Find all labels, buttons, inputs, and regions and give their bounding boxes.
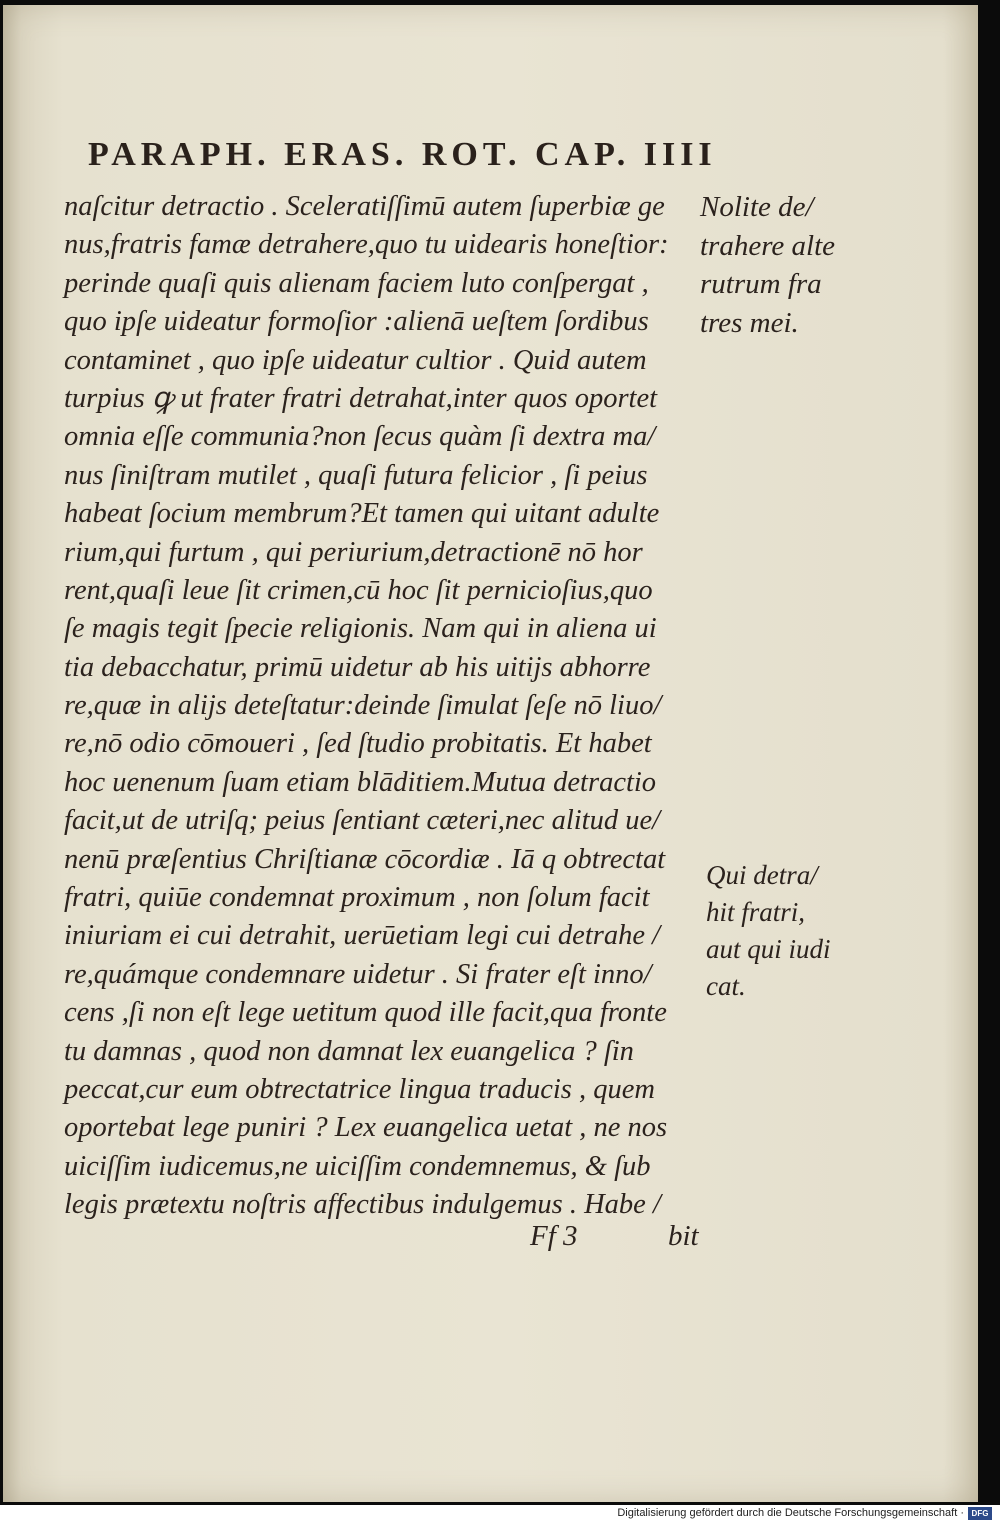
marginal-line: hit fratri, (706, 897, 806, 927)
text-line: hoc uenenum ſuam etiam blāditiem.Mutua detractio (64, 766, 657, 798)
text-line: re,nō odio cōmoueri , ſed ſtudio probitatis. Et habet (64, 728, 652, 760)
text-line: nenū præſentius Chriſtianæ cōcordiæ . Iā q obtrectat (64, 843, 666, 875)
text-line: nus,fratris famæ detrahere,quo tu uidearis honeſtior: (64, 229, 669, 261)
marginal-line: tres mei. (700, 306, 799, 339)
text-line: re,quæ in alijs deteſtatur:deinde ſimulat ſeſe nō liuo/ (64, 690, 662, 722)
dfg-logo: DFG (968, 1507, 992, 1520)
marginal-line: Qui detra/ (706, 860, 818, 890)
text-line: tia debacchatur, primū uidetur ab his uitijs abhorre (64, 651, 651, 683)
text-line: re,quámque condemnare uidetur . Si frater eſt inno/ (64, 958, 652, 990)
marginal-line: rutrum fra (700, 268, 822, 300)
text-line: tu damnas , quod non damnat lex euangelica ? ſin (64, 1035, 634, 1067)
text-line: facit,ut de utriſq; peius ſentiant cæteri,nec alitud ue/ (64, 805, 661, 837)
footer-credit: Digitalisierung gefördert durch die Deutsche Forschungsgemeinschaft · (617, 1507, 964, 1519)
marginal-line: trahere alte (700, 229, 836, 262)
text-line: uiciſſim iudicemus,ne uiciſſim condemnemus, & ſub (64, 1150, 651, 1182)
text-line: turpius ꝙ ut frater fratri detrahat,inter quos oportet (64, 382, 658, 414)
text-line: iniuriam ei cui detrahit, uerūetiam legi cui detrahe / (64, 920, 661, 952)
text-line: contaminet , quo ipſe uideatur cultior . Quid autem (64, 344, 647, 376)
text-line: nus ſiniſtram mutilet , quaſi futura felicior , ſi peius (64, 459, 648, 491)
text-line: naſcitur detractio . Sceleratiſſimū autem ſuperbiæ ge (64, 191, 665, 222)
catchword: bit (668, 1220, 699, 1252)
marginal-line: cat. (706, 971, 746, 1001)
text-line: legis prætextu noſtris affectibus indulgemus . Habe / (64, 1189, 661, 1221)
text-line: peccat,cur eum obtrectatrice lingua traducis , quem (64, 1073, 655, 1105)
text-line: rent,quaſi leue ſit crimen,cū hoc ſit pernicioſius,quo (64, 574, 653, 606)
text-line: omnia eſſe communia?non ſecus quàm ſi dextra ma/ (64, 421, 656, 453)
signature-mark: Ff 3 (530, 1220, 578, 1252)
marginal-note-qui-detrahit (706, 857, 831, 1005)
text-line: quo ipſe uideatur formoſior :alienā ueſtem ſordibus (64, 306, 649, 338)
main-text-block (64, 188, 704, 1225)
marginal-line: aut qui iudi (706, 934, 831, 964)
text-line: ſe magis tegit ſpecie religionis. Nam qui in aliena ui (64, 613, 657, 645)
marginal-line: Nolite de/ (700, 191, 814, 223)
running-head: PARAPH. ERAS. ROT. CAP. IIII (88, 136, 717, 173)
text-line: fratri, quiūe condemnat proximum , non ſolum facit (64, 882, 650, 914)
marginal-note-nolite (700, 188, 835, 342)
text-line: rium,qui furtum , qui periurium,detractionē nō hor (64, 536, 643, 568)
text-line: cens ,ſi non eſt lege uetitum quod ille facit,qua fronte (64, 997, 667, 1029)
text-line: perinde quaſi quis alienam faciem luto conſpergat , (64, 267, 649, 299)
text-line: habeat ſocium membrum?Et tamen qui uitant adulte (64, 498, 660, 530)
text-line: oportebat lege puniri ? Lex euangelica uetat , ne nos (64, 1112, 668, 1144)
